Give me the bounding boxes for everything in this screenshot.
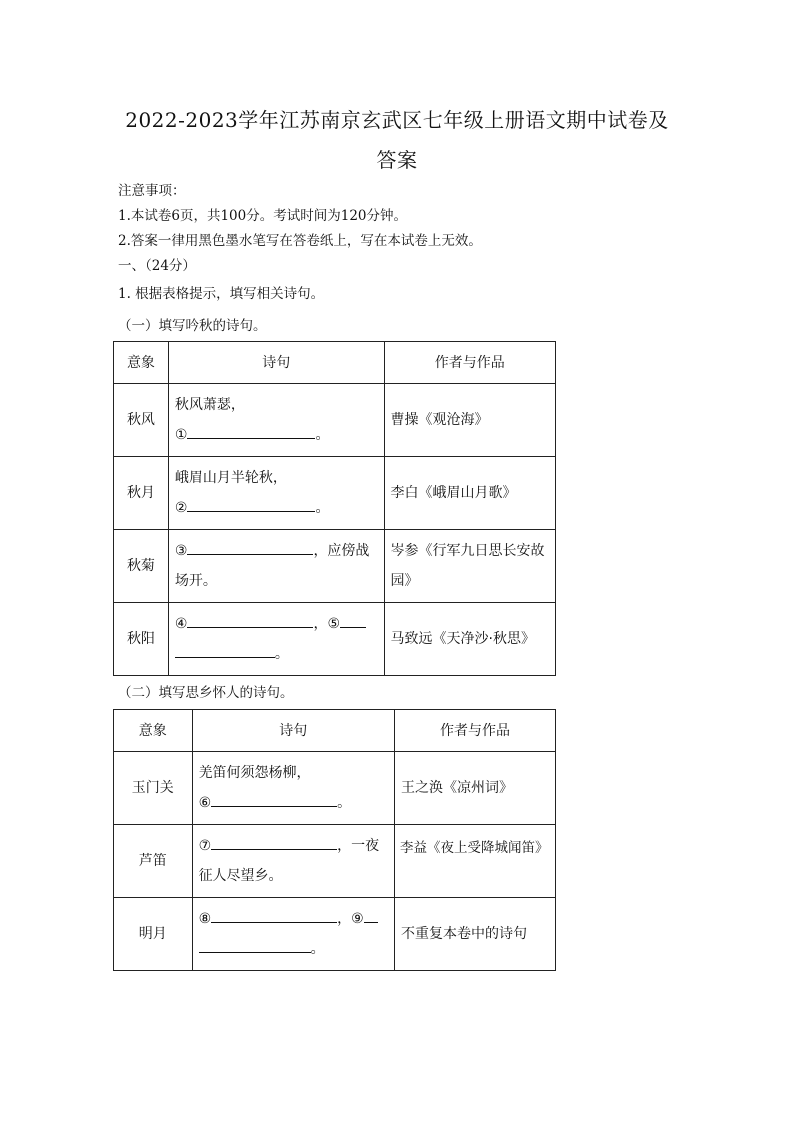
row-image: 明月 (114, 898, 193, 971)
table-row (114, 752, 556, 825)
blank-number: ④ (174, 616, 188, 632)
row-verse (192, 825, 394, 898)
verse-line (175, 493, 378, 523)
header-verse: 诗句 (168, 342, 384, 384)
row-image: 秋月 (114, 457, 169, 530)
notes-heading: 注意事项： (118, 183, 186, 199)
table-row (114, 384, 556, 457)
blank-number: ⑤ (327, 616, 340, 632)
row-source: 不重复本卷中的诗句 (395, 898, 556, 971)
header-image: 意象 (114, 710, 193, 752)
answer-blank-5-cont[interactable] (175, 640, 275, 658)
verse-line: 征人尽望乡。 (198, 868, 283, 884)
header-image: 意象 (114, 342, 169, 384)
question-1: 1. 根据表格提示，填写相关诗句。 (118, 286, 325, 302)
verse-line (199, 831, 388, 861)
blank-number: ⑧ (198, 911, 212, 927)
answer-blank-9-cont[interactable] (199, 935, 311, 953)
header-source: 作者与作品 (384, 342, 555, 384)
part-2-heading: （二）填写思乡怀人的诗句。 (118, 685, 294, 701)
table-row (114, 898, 556, 971)
verse-tail: ，应傍战 (313, 543, 370, 559)
answer-blank-3[interactable] (187, 537, 313, 555)
verse-line: 秋风萧瑟， (174, 397, 245, 413)
table-row (114, 825, 556, 898)
row-source: 李白《峨眉山月歌》 (384, 457, 555, 530)
blank-number: ⑥ (198, 795, 212, 811)
verse-line (175, 536, 378, 566)
answer-blank-7[interactable] (211, 832, 337, 850)
row-verse (168, 530, 384, 603)
row-verse (168, 457, 384, 530)
source-line: 园》 (390, 573, 419, 589)
row-image: 芦笛 (114, 825, 193, 898)
document-title-line1: 2022-2023学年江苏南京玄武区七年级上册语文期中试卷及 (125, 108, 669, 132)
verse-line: 羌笛何须怨杨柳， (198, 765, 311, 781)
table-header-row (114, 342, 556, 384)
blank-number: ⑦ (198, 838, 212, 854)
source-line: 岑参《行军九日思长安故 (390, 543, 545, 559)
blank-number: ⑨ (351, 911, 364, 927)
row-verse (168, 603, 384, 676)
document-title-line2: 答案 (376, 148, 418, 172)
row-source (384, 530, 555, 603)
row-source: 曹操《观沧海》 (384, 384, 555, 457)
row-verse (192, 898, 394, 971)
blank-number: ③ (174, 543, 188, 559)
poem-table-homesick (113, 709, 556, 971)
row-source: 李益《夜上受降城闻笛》 (395, 825, 556, 898)
verse-tail: 。 (310, 941, 325, 957)
row-source: 马致远《天净沙·秋思》 (384, 603, 555, 676)
row-image: 秋菊 (114, 530, 169, 603)
verse-line: 峨眉山月半轮秋， (174, 470, 287, 486)
verse-line: 场开。 (174, 573, 217, 589)
verse-line (175, 609, 378, 639)
verse-line (199, 904, 388, 934)
answer-blank-9[interactable] (364, 905, 378, 923)
notes-item-1: 1.本试卷6页，共100分。考试时间为120分钟。 (118, 208, 408, 224)
verse-tail: 。 (315, 427, 330, 443)
header-verse: 诗句 (192, 710, 394, 752)
verse-line (175, 639, 378, 669)
row-source: 王之涣《凉州词》 (395, 752, 556, 825)
answer-blank-2[interactable] (187, 494, 315, 512)
table-row (114, 603, 556, 676)
answer-blank-4[interactable] (187, 610, 313, 628)
verse-line (175, 420, 378, 450)
header-source: 作者与作品 (395, 710, 556, 752)
verse-tail: ，一夜 (337, 838, 380, 854)
table-header-row (114, 710, 556, 752)
answer-blank-5[interactable] (340, 610, 366, 628)
row-verse (168, 384, 384, 457)
table-row (114, 457, 556, 530)
row-image: 秋阳 (114, 603, 169, 676)
row-verse (192, 752, 394, 825)
row-image: 玉门关 (114, 752, 193, 825)
section-heading: 一、（24分） (118, 258, 196, 274)
answer-blank-1[interactable] (187, 421, 315, 439)
notes-item-2: 2.答案一律用黑色墨水笔写在答卷纸上，写在本试卷上无效。 (118, 233, 482, 249)
verse-line (199, 788, 388, 818)
row-image: 秋风 (114, 384, 169, 457)
part-1-heading: （一）填写吟秋的诗句。 (118, 318, 267, 334)
verse-line (199, 934, 388, 964)
verse-tail: 。 (315, 500, 330, 516)
answer-blank-8[interactable] (211, 905, 337, 923)
poem-table-autumn (113, 341, 556, 676)
blank-number: ① (174, 427, 188, 443)
verse-tail: ， (313, 616, 328, 632)
answer-blank-6[interactable] (211, 789, 337, 807)
table-row (114, 530, 556, 603)
verse-tail: 。 (274, 646, 289, 662)
blank-number: ② (174, 500, 188, 516)
verse-tail: 。 (337, 795, 352, 811)
verse-tail: ， (337, 911, 352, 927)
